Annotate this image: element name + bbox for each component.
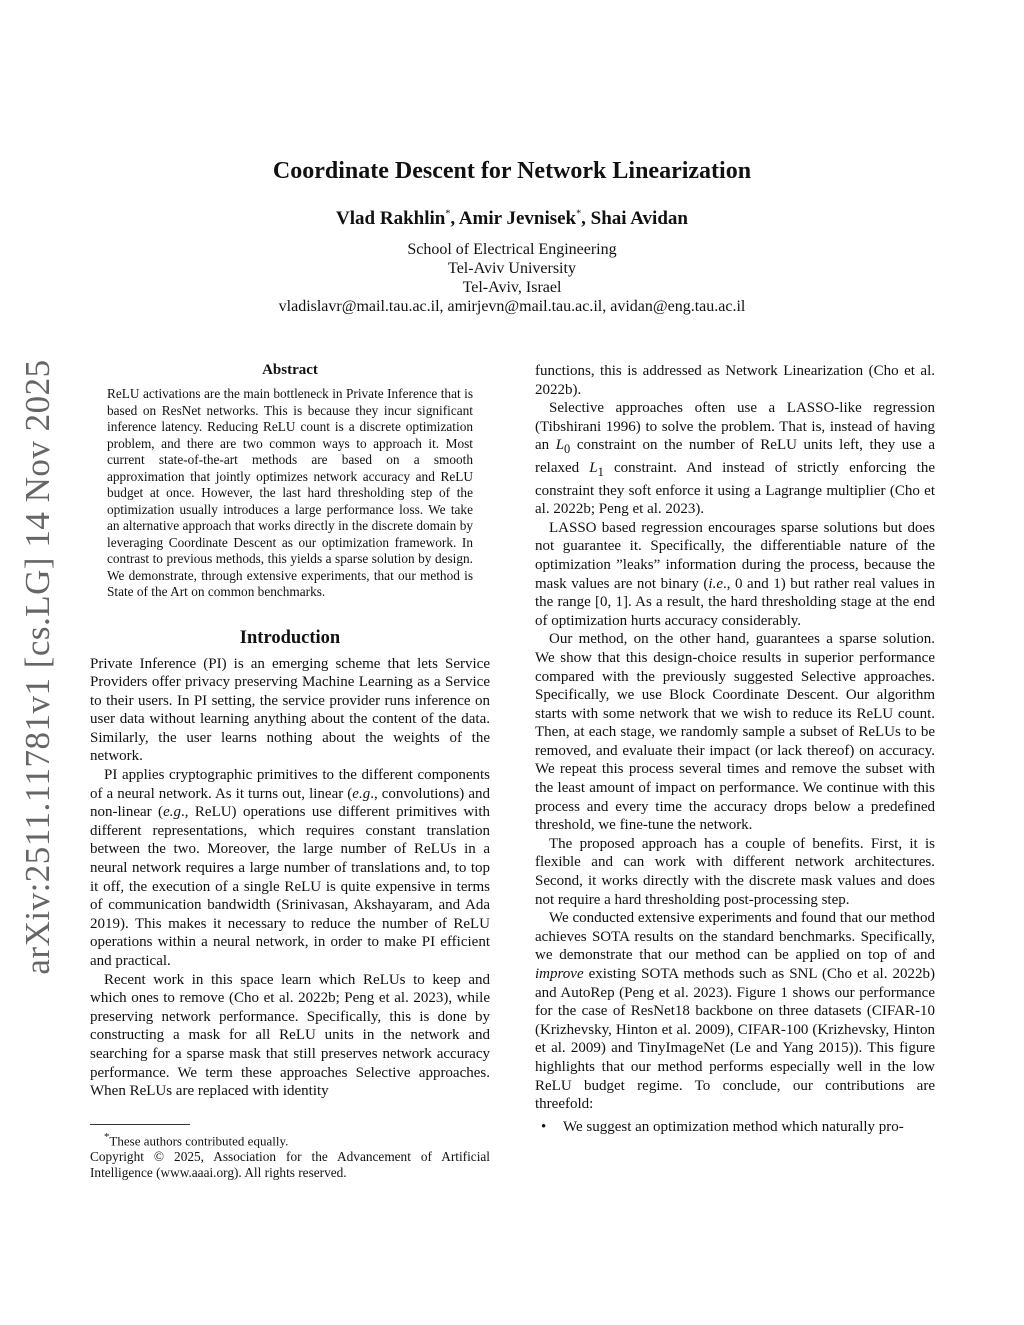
author-list (0, 208, 1024, 230)
intro-paragraph-3: Recent work in this space learn which ReLUs to keep and which ones to remove (Cho et al. 2022b; Peng et al. 2023), while preserving network performance. Specifically, this is done by constructing a mask for all ReLU units in the network and searching for a sparse mask that still preserves network accuracy performance. We term these approaches Selective approaches. When ReLUs are replaced with identity (90, 971, 490, 1100)
copyright-notice: Copyright © 2025, Association for the Advancement of Artificial Intelligence (www.aaai.org). All rights reserved. (90, 1149, 490, 1181)
footnote-area (90, 1124, 490, 1181)
abstract-text: ReLU activations are the main bottleneck in Private Inference that is based on ResNet networks. This is because they incur significant inference latency. Reducing ReLU count is a discrete optimization problem, and there are two common ways to approach it. Most current state-of-the-art methods are based on a smooth approximation that jointly optimizes network accuracy and ReLU budget at once. However, the last hard thresholding step of the optimization usually introduces a large performance loss. We take an alternative approach that works directly in the discrete domain by leveraging Coordinate Descent as our optimization framework. In contrast to previous methods, this yields a sparse solution by design. We demonstrate, through extensive experiments, that our method is State of the Art on common benchmarks. (107, 386, 473, 599)
author-emails: vladislavr@mail.tau.ac.il, amirjevn@mail.tau.ac.il, avidan@eng.tau.ac.il (278, 298, 746, 315)
lasso-paragraph: LASSO based regression encourages sparse solutions but does not guarantee it. Specifically, the differentiable nature of the optimization ”leaks” information during the process, because the mask values are not binary (i.e., 0 and 1) but rather real values in the range [0, 1]. As a result, the hard thresholding stage at the end of optimization hurts accuracy considerably. (535, 519, 935, 629)
arxiv-id-text: arXiv:2511.11781v1 [cs.LG] 14 Nov 2025 (18, 359, 57, 975)
left-column (90, 362, 490, 1101)
abstract-heading: Abstract (262, 362, 318, 378)
equal-contribution-mark: * (445, 208, 451, 220)
right-column (535, 362, 935, 1136)
affiliation-location: Tel-Aviv, Israel (462, 279, 562, 296)
affiliation-university: Tel-Aviv University (448, 260, 576, 277)
intro-paragraph-2: PI applies cryptographic primitives to the different components of a neural network. As it turns out, linear (e.g., convolutions) and non-linear (e.g., ReLU) operations use different primitives with different representations, which requires constant translation between the two. Moreover, the large number of ReLUs in a neural network requires a large number of translations and, to top it off, the execution of a single ReLU is quite expensive in terms of communication bandwidth (Srinivasan, Akshayaram, and Ada 2019). This makes it necessary to reduce the number of ReLU operations within a neural network, in order to make PI efficient and practical. (90, 767, 490, 969)
bullet-dot: • (541, 1118, 547, 1135)
intro-paragraph-1: Private Inference (PI) is an emerging scheme that lets Service Providers offer privacy preserving Machine Learning as a Service to their users. In PI setting, the service provider runs inference on user data without learning anything about the content of the data. Similarly, the user learns nothing about the weights of the network. (90, 655, 490, 765)
author-name: Shai Avidan (590, 208, 688, 229)
intro-paragraph-continued: functions, this is addressed as Network Linearization (Cho et al. 2022b). (535, 363, 935, 398)
paper-title: Coordinate Descent for Network Linearization (272, 158, 752, 184)
arxiv-stamp (14, 359, 62, 975)
contribution-bullet (535, 1118, 935, 1137)
bullet-text: We suggest an optimization method which naturally pro- (563, 1118, 904, 1135)
author-separator: , (581, 208, 591, 229)
affiliation-school: School of Electrical Engineering (407, 241, 617, 258)
experiments-paragraph: We conducted extensive experiments and found that our method achieves SOTA results on the standard benchmarks. Specifically, we demonstrate that our method can be applied on top of and improve existing SOTA methods such as SNL (Cho et al. 2022b) and AutoRep (Peng et al. 2023). Figure 1 shows our performance for the case of ResNet18 backbone on three datasets (CIFAR-10 (Krizhevsky, Hinton et al. 2009), CIFAR-100 (Krizhevsky, Hinton et al. 2009) and TinyImageNet (Le and Yang 2015)). This figure highlights that our method performs especially well in the low ReLU budget regime. To conclude, our contributions are threefold: (535, 910, 935, 1113)
author-name: Vlad Rakhlin (336, 208, 446, 229)
footnote-rule (90, 1124, 190, 1125)
our-method-paragraph: Our method, on the other hand, guarantees a sparse solution. We show that this design-choice results in superior performance compared with the previously suggested Selective approaches. Specifically, we use Block Coordinate Descent. Our algorithm starts with some network that we wish to reduce its ReLU count. Then, at each stage, we randomly sample a subset of ReLUs to be removed, and evaluate their impact (or lack thereof) on accuracy. We repeat this process several times and remove the subset with the least amount of impact on performance. We continue with this process and every time the accuracy drops below a predefined threshold, we fine-tune the network. (535, 631, 935, 834)
equal-contribution-mark: * (576, 208, 582, 220)
author-separator: , (450, 208, 459, 229)
author-name: Amir Jevnisek (458, 208, 577, 229)
benefits-paragraph: The proposed approach has a couple of benefits. First, it is flexible and can work with different network architectures. Second, it works directly with the discrete mask values and does not require a hard thresholding post-processing step. (535, 835, 935, 908)
selective-approaches-paragraph: Selective approaches often use a LASSO-like regression (Tibshirani 1996) to solve the problem. That is, instead of having an $L_0$ constraint on the number of ReLU units left, they use a relaxed $L_1$ constraint. And instead of strictly enforcing the constraint they soft enforce it using a Lagrange multiplier (Cho et al. 2022b; Peng et al. 2023). (535, 400, 935, 518)
introduction-heading: Introduction (239, 627, 341, 648)
footnote-equal-contribution: *These authors contributed equally. (104, 1131, 289, 1149)
